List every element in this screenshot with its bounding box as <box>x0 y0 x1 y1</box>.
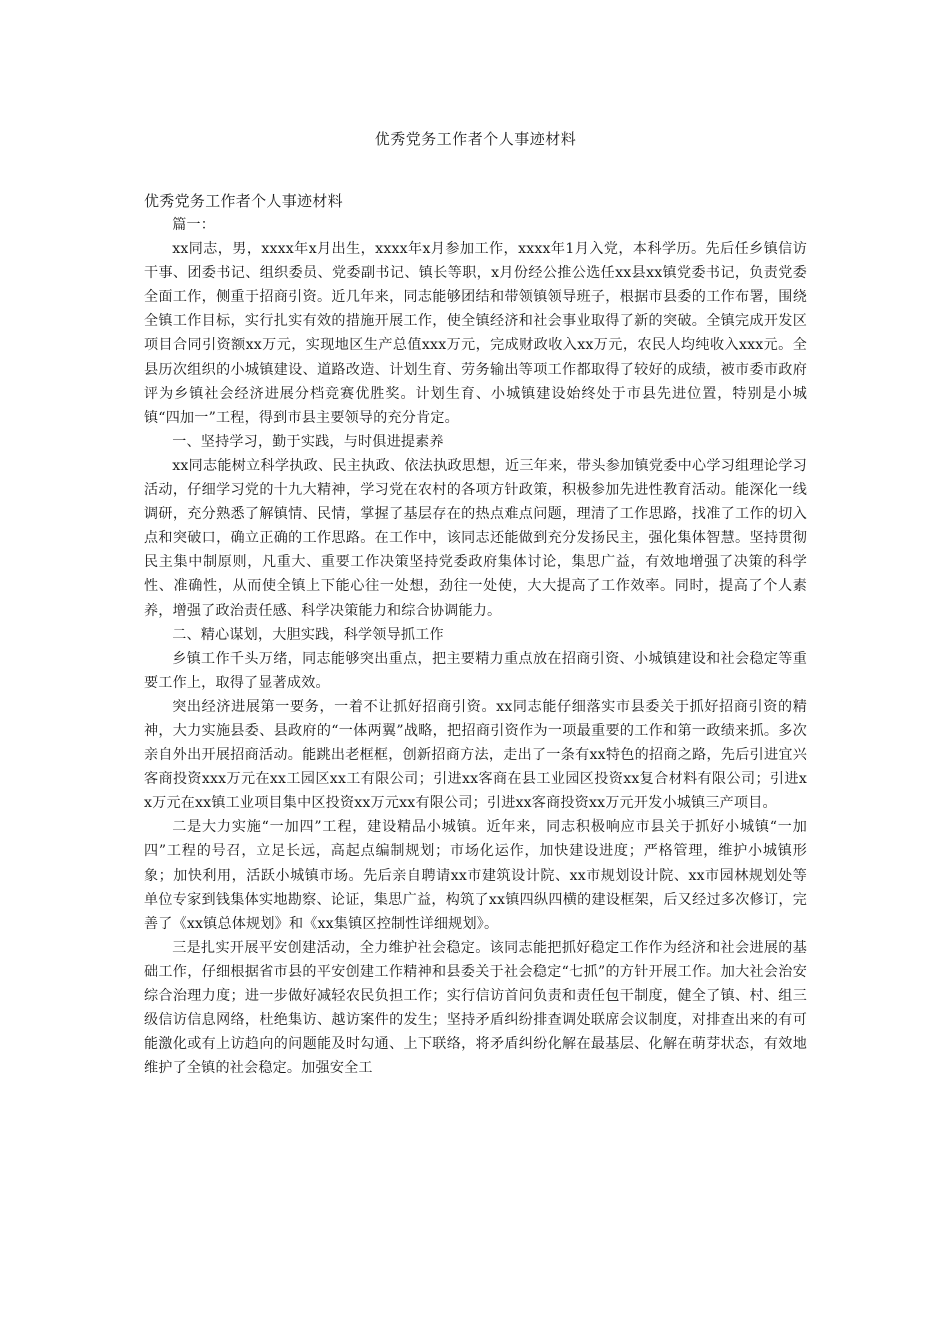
paragraph-stability: 三是扎实开展平安创建活动，全力维护社会稳定。该同志能把抓好稳定工作作为经济和社会进展的基础工作，仔细根据省市县的平安创建工作精神和县委关于社会稳定“七抓”的方针开展工作。加大社会治安综合治理力度；进一步做好减轻农民负担工作；实行信访首问负责和责任包干制度，健全了镇、村、组三级信访信息网络，杜绝集访、越访案件的发生；坚持矛盾纠纷排查调处联席会议制度，对排查出来的有可能激化或有上访趋向的问题能及时勾通、上下联络，将矛盾纠纷化解在最基层、化解在萌芽状态，有效地维护了全镇的社会稳定。加强安全工 <box>144 939 807 1077</box>
paragraph-township-work: 乡镇工作千头万绪，同志能够突出重点，把主要精力重点放在招商引资、小城镇建设和社会稳定等重要工作上，取得了显著成效。 <box>144 650 807 691</box>
paragraph-intro: xx同志，男，xxxx年x月出生，xxxx年x月参加工作，xxxx年1月入党，本科学历。先后任乡镇信访干事、团委书记、组织委员、党委副书记、镇长等职，x月份经公推公选任xx县xx镇党委书记，负责党委全面工作，侧重于招商引资。近几年来，同志能够团结和带领镇领导班子，根据市县委的工作布署，围绕全镇工作目标，实行扎实有效的措施开展工作，使全镇经济和社会事业取得了新的突破。全镇完成开发区项目合同引资额xx万元，实现地区生产总值xxx万元，完成财政收入xx万元，农民人均纯收入xxx元。全县历次组织的小城镇建设、道路改造、计划生育、劳务输出等项工作都取得了较好的成绩，被市委市政府评为乡镇社会经济进展分档竞赛优胜奖。计划生育、小城镇建设始终处于市县先进位置，特别是小城镇“四加一”工程，得到市县主要领导的充分肯定。 <box>144 241 807 426</box>
document-title: 优秀党务工作者个人事迹材料 <box>374 130 577 148</box>
section-heading-two: 二、精心谋划，大胆实践，科学领导抓工作 <box>172 626 444 643</box>
paragraph-study: xx同志能树立科学执政、民主执政、依法执政思想，近三年来，带头参加镇党委中心学习组理论学习活动，仔细学习党的十九大精神，学习党在农村的各项方针政策，积极参加先进性教育活动。能深化一线调研，充分熟悉了解镇情、民情，掌握了基层存在的热点难点问题，理清了工作思路，找准了工作的切入点和突破口，确立正确的工作思路。在工作中，该同志还能做到充分发扬民主，强化集体智慧。坚持贯彻民主集中制原则，凡重大、重要工作决策坚持党委政府集体讨论，集思广益，有效地增强了决策的科学性、准确性，从而使全镇上下能心往一处想，劲往一处使，大大提高了工作效率。同时，提高了个人素养，增强了政治责任感、科学决策能力和综合协调能力。 <box>144 457 807 619</box>
paragraph-part-one-label: 篇一： <box>172 217 216 233</box>
paragraph-investment: 突出经济进展第一要务，一着不让抓好招商引资。xx同志能仔细落实市县委关于抓好招商引资的精神，大力实施县委、县政府的“一体两翼”战略，把招商引资作为一项最重要的工作和第一政绩来抓。多次亲自外出开展招商活动。能跳出老框框，创新招商方法，走出了一条有xx特色的招商之路，先后引进宜兴客商投资xxx万元在xx工园区xx工有限公司；引进xx客商在县工业园区投资xx复合材料有限公司；引进xx万元在xx镇工业项目集中区投资xx万元xx有限公司；引进xx客商投资xx万元开发小城镇三产项目。 <box>144 698 807 812</box>
paragraph-small-town: 二是大力实施“一加四”工程，建设精品小城镇。近年来，同志积极响应市县关于抓好小城镇“一加四”工程的号召，立足长远，高起点编制规划；市场化运作，加快建设进度；严格管理，维护小城镇形象；加快利用，活跃小城镇市场。先后亲自聘请xx市建筑设计院、xx市规划设计院、xx市园林规划处等单位专家到钱集体实地勘察、论证，集思广益，构筑了xx镇四纵四横的建设框架，后又经过多次修订，完善了《xx镇总体规划》和《xx集镇区控制性详细规划》。 <box>144 819 807 932</box>
document-subtitle: 优秀党务工作者个人事迹材料 <box>144 192 343 210</box>
section-heading-one: 一、坚持学习，勤于实践，与时俱进提素养 <box>172 433 444 450</box>
